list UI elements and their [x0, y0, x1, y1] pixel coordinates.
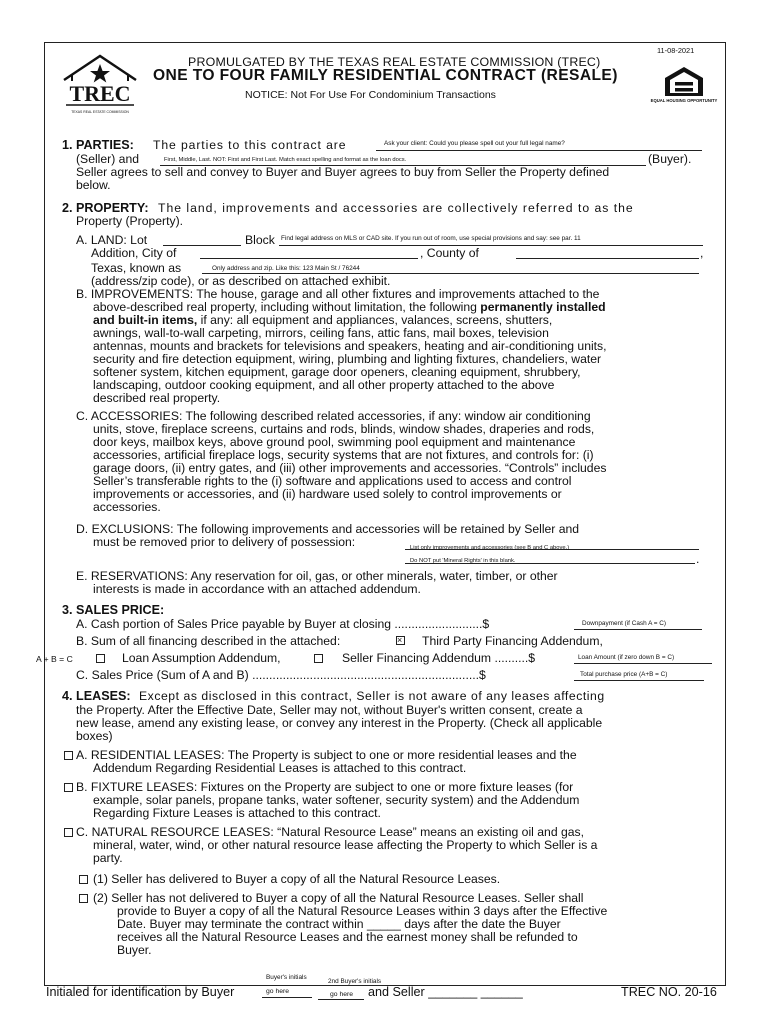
sec1-line3: Seller agrees to sell and convey to Buyer and Buyer agrees to buy from Seller the Property defined [76, 165, 610, 179]
seller-delivered-checkbox[interactable] [79, 875, 88, 884]
exclusions-period: . [696, 552, 700, 566]
not-delivered-line-4: receives all the Natural Resource Leases and the earnest money shall be refunded to [117, 930, 578, 944]
form-date: 11-08-2021 [657, 46, 695, 55]
natural-resource-line-1: C. NATURAL RESOURCE LEASES: “Natural Resource Lease” means an existing oil and gas, [76, 825, 585, 839]
block-label: Block [245, 233, 275, 247]
loan-assumption-label: Loan Assumption Addendum, [122, 651, 281, 665]
leases-line-3: new lease, amend any existing lease, or convey any interest in the Property. (Check all applicable [76, 716, 603, 730]
financing-amount-hint: Loan Amount (if zero down B = C) [578, 654, 675, 661]
sales-price-label: C. Sales Price (Sum of A and B) ...................................................................$ [76, 668, 486, 682]
sec2-line1: The land, improvements and accessories are collectively referred to as the [158, 201, 634, 215]
sec2-heading: 2. PROPERTY: [62, 201, 149, 215]
sec1-seller-and: (Seller) and [76, 152, 139, 166]
improvements-line-7: softener system, kitchen equipment, garage door openers, cleaning equipment, shrubbery, [93, 365, 581, 379]
go-here-hint-2: go here [330, 991, 354, 998]
block-hint: Find legal address on MLS or CAD site. If you run out of room, use special provisions and say: see par. 11 [281, 235, 581, 242]
loan-assumption-checkbox[interactable] [96, 654, 105, 663]
addition-label: Addition, City of [91, 246, 177, 260]
built-in-bold: and built-in items, [93, 313, 198, 327]
accessories-line-1: C. ACCESSORIES: The following described related accessories, if any: window air conditioning [76, 409, 591, 423]
equal-housing-logo [650, 64, 718, 110]
notice-line: NOTICE: Not For Use For Condominium Transactions [245, 89, 496, 101]
and-seller-label: and Seller _______ ______ [368, 985, 523, 999]
fixture-leases-checkbox[interactable] [64, 783, 73, 792]
leases-line-4: boxes) [76, 729, 113, 743]
seller-delivered-label: (1) Seller has delivered to Buyer a copy of all the Natural Resource Leases. [93, 872, 501, 886]
improvements-line-5: antennas, mounts and brackets for televisions and speakers, heating and air-conditioning units, [93, 339, 607, 353]
seller-financing-checkbox[interactable] [314, 654, 323, 663]
exclusions-line-2: must be removed prior to delivery of possession: [93, 535, 356, 549]
exclusions-hint-2: Do NOT put 'Mineral Rights' in this blank. [410, 558, 516, 564]
improvements-line-1: B. IMPROVEMENTS: The house, garage and all other fixtures and improvements attached to the [76, 287, 600, 301]
texas-known-label: Texas, known as [91, 261, 182, 275]
county-comma: , [700, 246, 704, 260]
city-field[interactable] [200, 258, 418, 259]
logo-text: TREC [69, 81, 131, 106]
natural-resource-line-3: party. [93, 851, 123, 865]
permanently-installed-bold: permanently installed [480, 300, 606, 314]
sales-price-field[interactable] [574, 680, 704, 681]
seller-name-hint: Ask your client: Could you please spell out your full legal name? [384, 140, 565, 147]
sales-price-hint: Total purchase price (A+B = C) [580, 671, 668, 678]
address-zip-note: (address/zip code), or as described on attached exhibit. [91, 274, 391, 288]
promulgated-line: PROMULGATED BY THE TEXAS REAL ESTATE COMMISSION (TREC) [188, 55, 601, 69]
not-delivered-line-5: Buyer. [117, 943, 152, 957]
sec1-line4: below. [76, 178, 111, 192]
improvements-line-4: awnings, wall-to-wall carpeting, mirrors, ceiling fans, attic fans, mail boxes, television [93, 326, 549, 340]
seller-financing-label: Seller Financing Addendum ..........$ [342, 651, 536, 665]
seller-name-field[interactable] [376, 150, 702, 151]
land-lot-label: A. LAND: Lot [76, 233, 148, 247]
improvements-line-9: described real property. [93, 391, 221, 405]
improvements-line-6: security and fire detection equipment, wiring, plumbing and lighting fixtures, chandeliers, water [93, 352, 602, 366]
improvements-line-3: and built-in items, if any: all equipment and appliances, valances, screens, shutters, [93, 313, 553, 327]
not-delivered-line-1: (2) Seller has not delivered to Buyer a copy of all the Natural Resource Leases. Seller shall [93, 891, 584, 905]
accessories-line-3: door keys, mailbox keys, above ground pool, swimming pool equipment and maintenance [93, 435, 576, 449]
reservations-line-2: interests is made in accordance with an attached addendum. [93, 582, 421, 596]
trec-form-number: TREC NO. 20-16 [621, 985, 717, 999]
trec-logo [60, 50, 140, 116]
page-title: ONE TO FOUR FAMILY RESIDENTIAL CONTRACT (RESALE) [153, 67, 618, 84]
cash-portion-field[interactable] [574, 629, 702, 630]
not-delivered-line-2: provide to Buyer a copy of all the Natural Resource Leases within 3 days after the Effective [117, 904, 608, 918]
accessories-line-4: accessories, artificial fireplace logs, security systems that are not fixtures, and controls for: (i) [93, 448, 594, 462]
sec1-heading: 1. PARTIES: [62, 138, 134, 152]
accessories-line-8: accessories. [93, 500, 161, 514]
leases-line-2: the Property. After the Effective Date, Seller may not, without Buyer's written consent, create a [76, 703, 583, 717]
residential-leases-line-2: Addendum Regarding Residential Leases is attached to this contract. [93, 761, 467, 775]
block-field[interactable] [279, 245, 703, 246]
fixture-leases-line-3: Regarding Fixture Leases is attached to this contract. [93, 806, 381, 820]
buyer-initials-hint: Buyer's initials [266, 974, 307, 981]
accessories-line-5: garage doors, (ii) entry gates, and (iii) other improvements and accessories. “Controls” includes [93, 461, 607, 475]
seller-not-delivered-checkbox[interactable] [79, 894, 88, 903]
leases-line-1: Except as disclosed in this contract, Seller is not aware of any leases affecting [139, 689, 605, 703]
sec4-heading: 4. LEASES: [62, 689, 131, 703]
buyer2-initials-field[interactable] [318, 999, 364, 1000]
initialed-label: Initialed for identification by Buyer [46, 985, 235, 999]
financing-amount-field[interactable] [574, 663, 712, 664]
third-party-financing-label: Third Party Financing Addendum, [422, 634, 603, 648]
cash-portion-hint: Downpayment (if Cash A = C) [582, 620, 667, 627]
third-party-financing-checkbox[interactable] [396, 636, 405, 645]
exclusions-line-1: D. EXCLUSIONS: The following improvements and accessories will be retained by Seller and [76, 522, 580, 536]
margin-note-a-plus-b: A + B = C [36, 654, 73, 664]
financing-label: B. Sum of all financing described in the attached: [76, 634, 341, 648]
logo-subtext: TEXAS REAL ESTATE COMMISSION [71, 110, 129, 114]
eho-text: EQUAL HOUSING OPPORTUNITY [650, 98, 718, 103]
not-delivered-line-3: Date. Buyer may terminate the contract within _____ days after the date the Buyer [117, 917, 561, 931]
buyer-initials-field[interactable] [262, 997, 312, 998]
sec1-line1: The parties to this contract are [153, 138, 347, 152]
exclusions-hint-1: List only improvements and accessories (see B and C above.) [410, 545, 570, 551]
improvements-line-2: above-described real property, including without limitation, the following permanently installed [93, 300, 606, 314]
sec2-line2: Property (Property). [76, 214, 184, 228]
natural-resource-leases-checkbox[interactable] [64, 828, 73, 837]
buyer-name-hint: First, Middle, Last. NOT: First and First Last. Match exact spelling and format as the loan docs. [164, 157, 407, 163]
sec1-buyer: (Buyer). [648, 152, 692, 166]
buyer2-initials-hint: 2nd Buyer's initials [328, 978, 382, 985]
accessories-line-7: improvements or accessories, and (ii) hardware used solely to control improvements or [93, 487, 562, 501]
county-label: , County of [420, 246, 479, 260]
residential-leases-line-1: A. RESIDENTIAL LEASES: The Property is subject to one or more residential leases and the [76, 748, 577, 762]
address-hint: Only address and zip. Like this: 123 Main St / 76244 [212, 265, 360, 272]
reservations-line-1: E. RESERVATIONS: Any reservation for oil, gas, or other minerals, water, timber, or other [76, 569, 558, 583]
go-here-hint-1: go here [266, 988, 290, 995]
fixture-leases-line-2: example, solar panels, propane tanks, water softener, security system) and the Addendum [93, 793, 580, 807]
cash-portion-label: A. Cash portion of Sales Price payable by Buyer at closing ..........................$ [76, 617, 490, 631]
accessories-line-6: Seller’s transferable rights to the (i) software and applications used to access and control [93, 474, 572, 488]
county-field[interactable] [516, 258, 699, 259]
sec3-heading: 3. SALES PRICE: [62, 603, 165, 617]
fixture-leases-line-1: B. FIXTURE LEASES: Fixtures on the Property are subject to one or more fixture leases (for [76, 780, 574, 794]
natural-resource-line-2: mineral, water, wind, or other natural resource lease affecting the Property to which Seller is a [93, 838, 598, 852]
accessories-line-2: units, stove, fireplace screens, curtains and rods, blinds, window shades, draperies and rods, [93, 422, 595, 436]
residential-leases-checkbox[interactable] [64, 751, 73, 760]
improvements-line-8: landscaping, outdoor cooking equipment, and all other property attached to the above [93, 378, 555, 392]
